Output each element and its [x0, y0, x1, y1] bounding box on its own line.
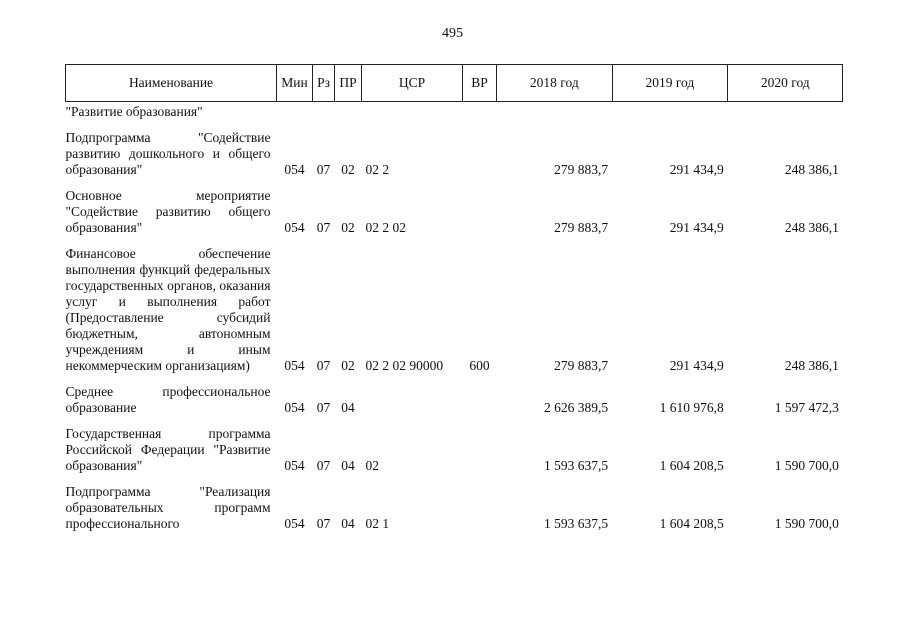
row-rz: 07: [316, 458, 331, 473]
table-row: [66, 178, 843, 236]
row-min: 054: [284, 516, 305, 531]
table-row: [66, 474, 843, 532]
row-pr: 04: [341, 458, 355, 473]
table-header-row: [66, 65, 843, 102]
row-2018: 1 593 637,5: [543, 516, 609, 531]
row-2018: 279 883,7: [554, 220, 609, 235]
row-csr: 02 2 02: [365, 220, 406, 235]
header-2020: 2020 год: [728, 65, 843, 102]
row-name: Финансовое обеспечение выполнения функций федеральных государственных органов, оказания услуг и выполнения работ (Предоставление субсидий бюджетным, автономным учреждениям и иным некоммерческим организациям): [65, 246, 271, 373]
row-csr: [362, 102, 463, 121]
row-vr: [463, 474, 497, 532]
row-2020: 1 597 472,3: [774, 400, 839, 415]
row-2019: 1 604 208,5: [659, 516, 724, 531]
header-name: Наименование: [66, 65, 277, 102]
row-pr: [335, 102, 362, 121]
row-rz: 07: [316, 358, 331, 373]
row-pr: 02: [341, 358, 355, 373]
page-number: 495: [442, 26, 463, 41]
row-min: 054: [284, 162, 305, 177]
row-2019: 291 434,9: [669, 162, 724, 177]
row-2020: [728, 102, 843, 121]
row-2018: 1 593 637,5: [543, 458, 609, 473]
row-name: Среднее профессиональное образование: [65, 384, 271, 415]
row-csr: 02 2: [365, 162, 390, 177]
row-rz: [313, 102, 335, 121]
row-2019: [612, 102, 728, 121]
row-vr: [463, 120, 497, 178]
row-name: Государственная программа Российской Федерации "Развитие образования": [65, 426, 271, 473]
row-min: 054: [284, 220, 305, 235]
row-min: [277, 102, 313, 121]
row-name: Основное мероприятие "Содействие развитию общего образования": [65, 188, 271, 235]
row-2019: 291 434,9: [669, 358, 724, 373]
row-rz: 07: [316, 220, 331, 235]
header-vr: ВР: [463, 65, 497, 102]
header-min: Мин: [277, 65, 313, 102]
header-pr: ПР: [335, 65, 362, 102]
row-name: "Развитие образования": [65, 104, 203, 119]
row-pr: 04: [341, 516, 355, 531]
row-2020: 248 386,1: [784, 358, 839, 373]
row-min: 054: [284, 458, 305, 473]
row-2020: 248 386,1: [784, 220, 839, 235]
table-row: [66, 374, 843, 416]
row-2019: 1 610 976,8: [659, 400, 724, 415]
row-rz: 07: [316, 400, 331, 415]
row-vr: [463, 374, 497, 416]
header-rz: Рз: [313, 65, 335, 102]
row-rz: 07: [316, 516, 331, 531]
row-csr: 02 1: [365, 516, 390, 531]
table-row: [66, 236, 843, 374]
table-row: [66, 120, 843, 178]
row-2019: 291 434,9: [669, 220, 724, 235]
row-vr: [463, 102, 497, 121]
table-row: [66, 102, 843, 121]
row-2018: 279 883,7: [554, 358, 609, 373]
row-pr: 02: [341, 220, 355, 235]
row-name: Подпрограмма "Реализация образовательных программ профессионального: [65, 484, 271, 531]
row-rz: 07: [316, 162, 331, 177]
row-2018: 2 626 389,5: [543, 400, 609, 415]
row-2020: 1 590 700,0: [774, 516, 839, 531]
row-2018: 279 883,7: [554, 162, 609, 177]
row-csr: [362, 374, 463, 416]
row-2020: 1 590 700,0: [774, 458, 839, 473]
row-vr: [463, 178, 497, 236]
row-csr: 02 2 02 90000: [365, 358, 444, 373]
row-csr: 02: [365, 458, 379, 473]
row-vr: 600: [469, 358, 490, 373]
header-2019: 2019 год: [612, 65, 728, 102]
table-row: [66, 416, 843, 474]
row-min: 054: [284, 358, 305, 373]
row-2020: 248 386,1: [784, 162, 839, 177]
budget-table: [65, 64, 843, 532]
row-name: Подпрограмма "Содействие развитию дошкольного и общего образования": [65, 130, 271, 177]
row-2018: [497, 102, 613, 121]
row-pr: 02: [341, 162, 355, 177]
row-2019: 1 604 208,5: [659, 458, 724, 473]
row-pr: 04: [341, 400, 355, 415]
row-min: 054: [284, 400, 305, 415]
row-vr: [463, 416, 497, 474]
header-2018: 2018 год: [497, 65, 613, 102]
header-csr: ЦСР: [362, 65, 463, 102]
